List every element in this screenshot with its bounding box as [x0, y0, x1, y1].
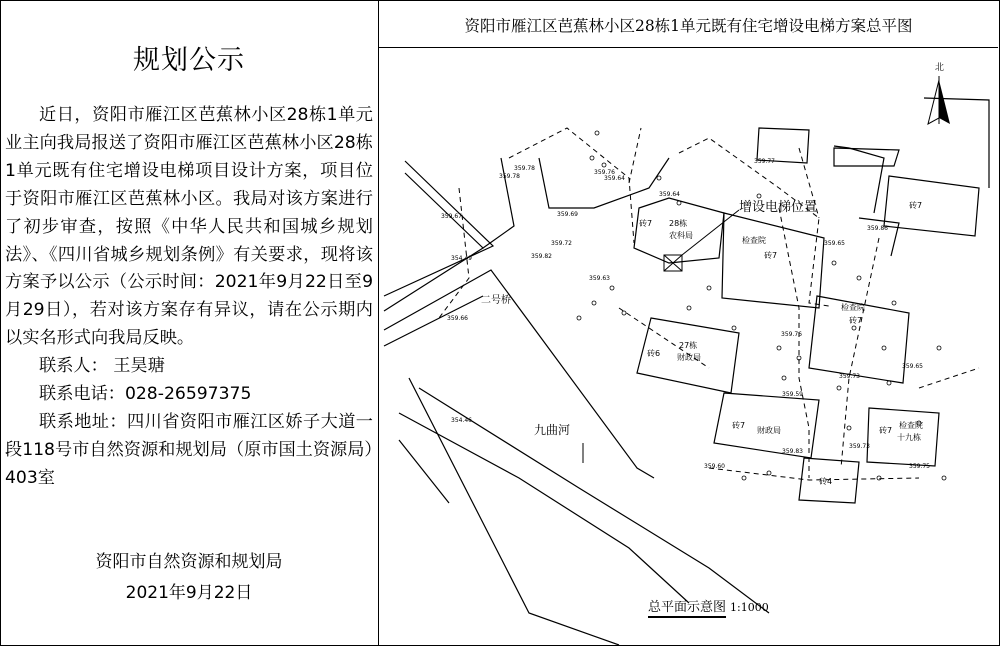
- svg-text:359.76: 359.76: [594, 169, 615, 176]
- notice-title: 规划公示: [133, 45, 245, 76]
- svg-text:检查院: 检查院: [742, 236, 766, 245]
- svg-text:359.75: 359.75: [909, 463, 930, 470]
- dashed-boundaries: [439, 128, 979, 480]
- buildings: [634, 98, 989, 503]
- river-label: 九曲河: [534, 423, 571, 437]
- plan-title: 资阳市雁江区芭蕉林小区28栋1单元既有住宅增设电梯方案总平图: [464, 17, 913, 35]
- site-plan: [379, 48, 998, 645]
- svg-text:检查院: 检查院: [899, 421, 923, 430]
- notice-body: [5, 102, 373, 493]
- svg-text:359.69: 359.69: [557, 211, 578, 218]
- svg-text:359.77: 359.77: [754, 158, 775, 165]
- svg-text:28栋: 28栋: [669, 219, 688, 228]
- svg-text:砖7: 砖7: [879, 426, 893, 435]
- building-labels: [639, 200, 923, 486]
- signature-date: 2021年9月22日: [125, 583, 253, 603]
- svg-text:359.65: 359.65: [902, 363, 923, 370]
- plan-title-bar: [379, 0, 998, 48]
- north-label: 北: [935, 63, 945, 73]
- svg-text:359.60: 359.60: [704, 463, 725, 470]
- svg-text:359.64: 359.64: [659, 191, 680, 198]
- contact-person: 联系人： 王昊瑭: [39, 356, 165, 377]
- svg-text:359.64: 359.64: [604, 175, 625, 182]
- contact-phone: 联系电话：028-26597375: [39, 384, 252, 405]
- svg-text:359.78: 359.78: [514, 165, 535, 172]
- site-plan-drawing: [379, 48, 998, 645]
- svg-text:农科局: 农科局: [669, 231, 693, 240]
- elevation-labels: [441, 158, 930, 470]
- svg-text:359.59: 359.59: [782, 391, 803, 398]
- svg-text:十九栋: 十九栋: [897, 433, 921, 442]
- svg-text:359.73: 359.73: [849, 443, 870, 450]
- contact-address: 联系地址：四川省资阳市雁江区娇子大道一段118号市自然资源和规划局（原市国土资源局）403室: [5, 411, 373, 488]
- caption-title: 总平面示意图: [648, 600, 727, 615]
- plan-caption: [648, 596, 769, 615]
- svg-text:砖7: 砖7: [639, 219, 653, 228]
- svg-text:检查院: 检查院: [841, 303, 865, 312]
- svg-text:359.63: 359.63: [589, 275, 610, 282]
- svg-text:359.66: 359.66: [447, 315, 468, 322]
- notice-panel: [0, 0, 378, 646]
- svg-text:砖6: 砖6: [647, 349, 661, 358]
- svg-text:359.86: 359.86: [867, 225, 888, 232]
- svg-text:财政局: 财政局: [757, 426, 781, 435]
- svg-text:354.46: 354.46: [451, 417, 472, 424]
- svg-text:砖7: 砖7: [764, 251, 778, 260]
- svg-text:砖7: 砖7: [909, 201, 923, 210]
- bridge-label: 二号桥: [481, 295, 511, 306]
- svg-text:359.78: 359.78: [499, 173, 520, 180]
- svg-text:359.73: 359.73: [839, 373, 860, 380]
- building-jianchayuan-1: [722, 213, 824, 308]
- north-arrow-icon: [928, 76, 950, 124]
- svg-text:359.82: 359.82: [531, 253, 552, 260]
- svg-text:砖7: 砖7: [732, 421, 746, 430]
- caption-scale: 1:1000: [730, 601, 769, 614]
- svg-text:359.65: 359.65: [824, 240, 845, 247]
- svg-text:砖4: 砖4: [819, 477, 833, 486]
- svg-text:359.76: 359.76: [781, 331, 802, 338]
- notice-paragraph: 近日，资阳市雁江区芭蕉林小区28栋1单元业主向我局报送了资阳市雁江区芭蕉林小区28栋1单元既有住宅增设电梯项目设计方案，项目位于资阳市雁江区芭蕉林小区。我局对该方案进行了初步审查，按照《中华人民共和国城乡规划法》、《四川省城乡规划条例》有关要求，现将该方案予以公示（公示时间：2021年9月22日至9月29日），若对该方案存有异议，请在公示期内以实名形式向我局反映。: [5, 105, 373, 349]
- svg-text:财政局: 财政局: [677, 353, 701, 362]
- svg-text:359.72: 359.72: [551, 240, 572, 247]
- signature-org: 资阳市自然资源和规划局: [95, 552, 283, 572]
- svg-text:359.67: 359.67: [441, 213, 462, 220]
- svg-text:27栋: 27栋: [679, 341, 698, 350]
- svg-text:359.83: 359.83: [782, 448, 803, 455]
- svg-text:354.49: 354.49: [451, 255, 472, 262]
- svg-text:砖7: 砖7: [849, 316, 863, 325]
- elevator-label: 增设电梯位置: [739, 200, 818, 215]
